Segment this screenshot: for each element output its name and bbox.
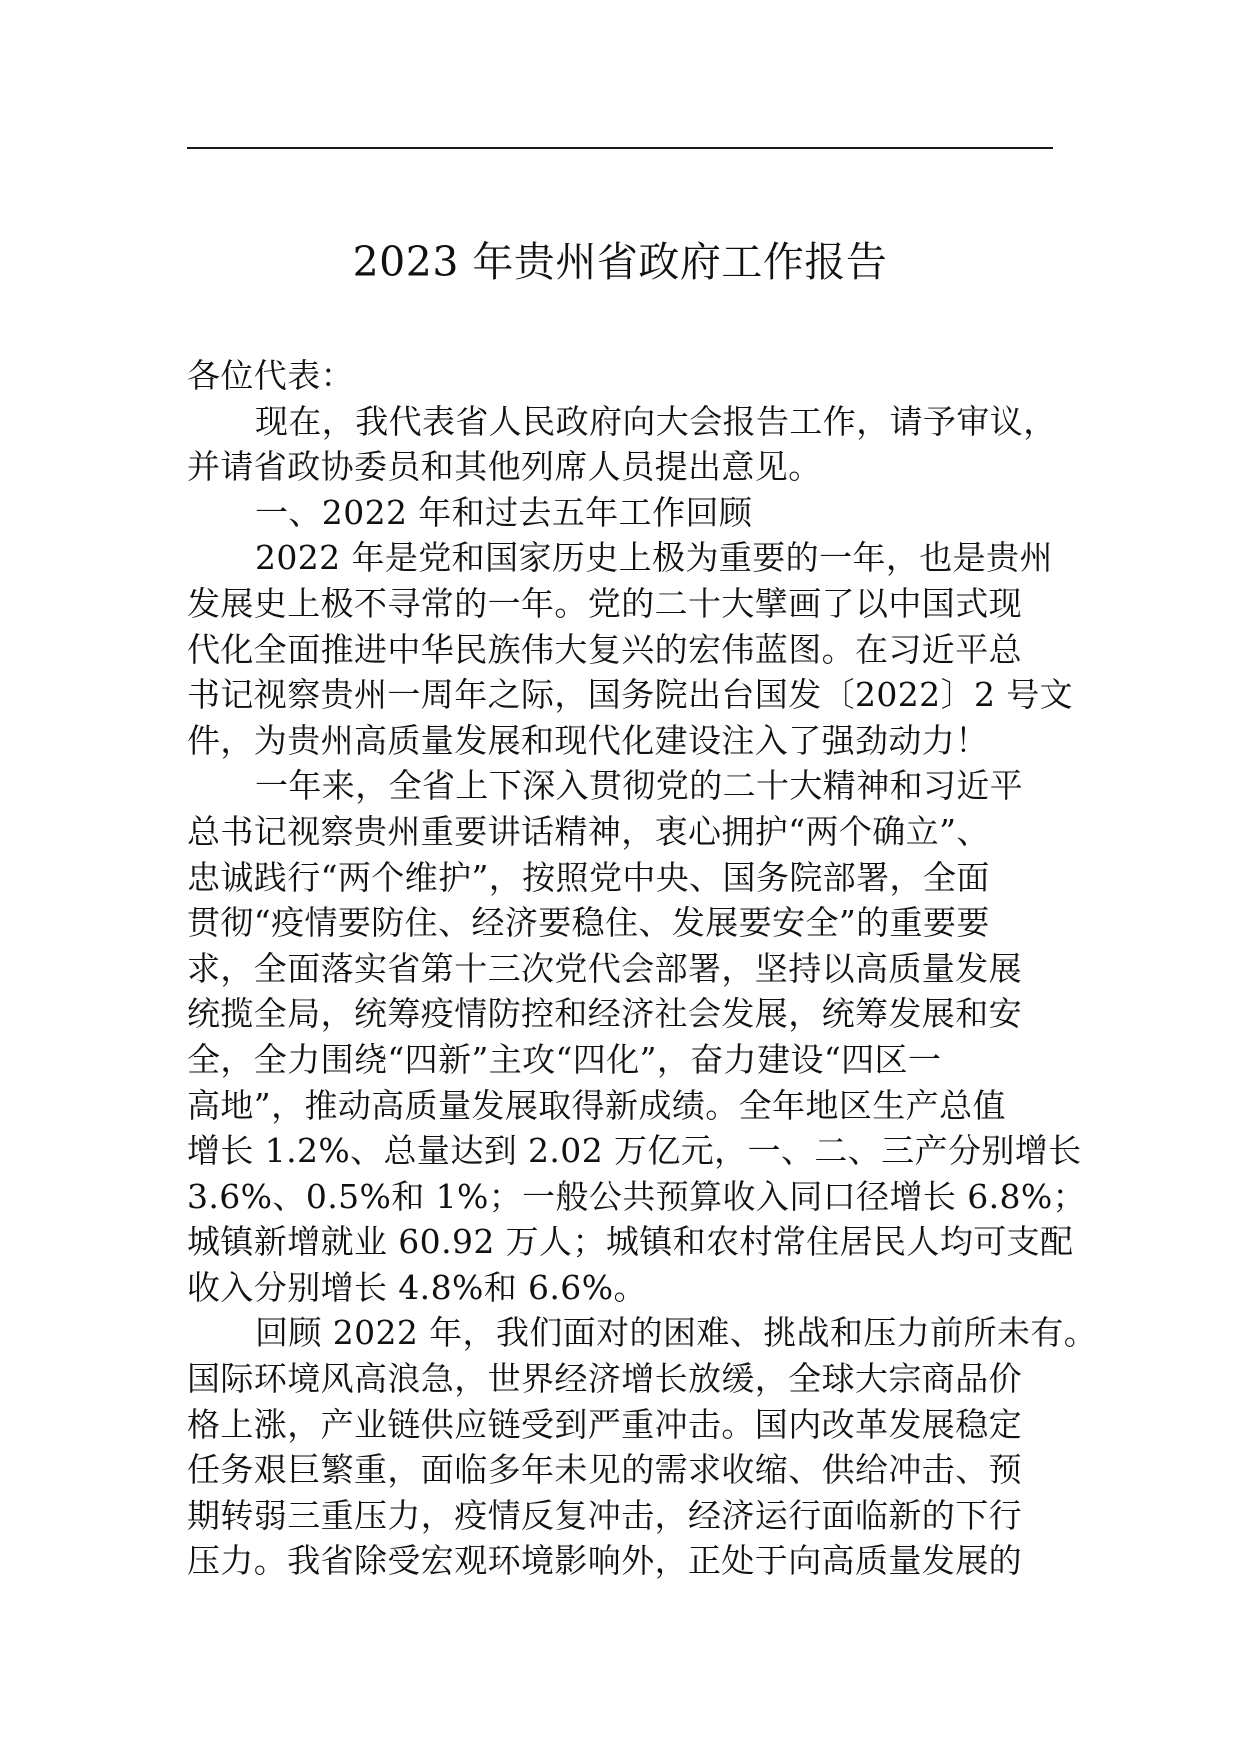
text-line: 贯彻“疫情要防住、经济要稳住、发展要安全”的重要要 <box>187 903 990 943</box>
text-line: 件，为贵州高质量发展和现代化建设注入了强劲动力！ <box>187 720 989 760</box>
text-line: 统揽全局，统筹疫情防控和经济社会发展，统筹发展和安 <box>187 994 1022 1034</box>
text-line: 并请省政协委员和其他列席人员提出意见。 <box>187 447 822 487</box>
text-line: 任务艰巨繁重，面临多年未见的需求收缩、供给冲击、预 <box>187 1450 1022 1490</box>
text-line: 期转弱三重压力，疫情反复冲击，经济运行面临新的下行 <box>187 1495 1022 1535</box>
text-line: 求，全面落实省第十三次党代会部署，坚持以高质量发展 <box>187 948 1022 988</box>
text-line: 格上涨，产业链供应链受到严重冲击。国内改革发展稳定 <box>187 1404 1022 1444</box>
text-line: 现在，我代表省人民政府向大会报告工作，请予审议， <box>255 401 1057 441</box>
text-line: 发展史上极不寻常的一年。党的二十大擘画了以中国式现 <box>187 583 1022 623</box>
text-line: 高地”，推动高质量发展取得新成绩。全年地区生产总值 <box>187 1085 1006 1125</box>
text-line: 增长 1.2%、总量达到 2.02 万亿元，一、二、三产分别增长 <box>187 1131 1082 1171</box>
text-line: 忠诚践行“两个维护”，按照党中央、国务院部署，全面 <box>187 857 990 897</box>
text-line: 城镇新增就业 60.92 万人；城镇和农村常住居民人均可支配 <box>187 1222 1074 1262</box>
text-line: 代化全面推进中华民族伟大复兴的宏伟蓝图。在习近平总 <box>187 629 1022 669</box>
text-line: 总书记视察贵州重要讲话精神，衷心拥护“两个确立”、 <box>187 811 990 851</box>
document-title: 2023 年贵州省政府工作报告 <box>352 238 888 286</box>
document-body <box>187 353 1098 1584</box>
text-line: 全，全力围绕“四新”主攻“四化”，奋力建设“四区一 <box>187 1039 942 1079</box>
text-line: 国际环境风高浪急，世界经济增长放缓，全球大宗商品价 <box>187 1359 1022 1399</box>
text-line: 收入分别增长 4.8%和 6.6%。 <box>187 1267 647 1307</box>
text-line: 回顾 2022 年，我们面对的困难、挑战和压力前所未有。 <box>255 1313 1098 1353</box>
text-line: 书记视察贵州一周年之际，国务院出台国发〔2022〕2 号文 <box>187 675 1074 715</box>
text-line: 一、2022 年和过去五年工作回顾 <box>255 492 753 532</box>
text-line: 2022 年是党和国家历史上极为重要的一年，也是贵州 <box>255 538 1053 578</box>
header-rule <box>187 147 1053 149</box>
text-line: 一年来，全省上下深入贯彻党的二十大精神和习近平 <box>255 766 1024 806</box>
text-line: 3.6%、0.5%和 1%；一般公共预算收入同口径增长 6.8%； <box>187 1176 1087 1216</box>
salutation: 各位代表： <box>187 356 354 395</box>
text-line: 压力。我省除受宏观环境影响外，正处于向高质量发展的 <box>187 1541 1022 1581</box>
